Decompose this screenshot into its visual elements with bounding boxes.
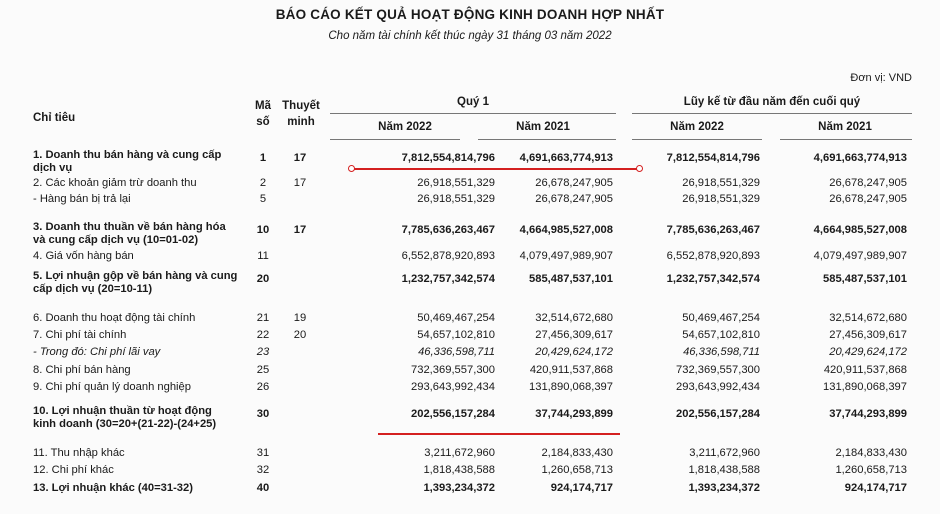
row-label-line1: 13. Lợi nhuận khác (40=31-32): [33, 482, 193, 494]
row-label-line1: 1. Doanh thu bán hàng và cung cấp: [33, 149, 222, 161]
row-label: [33, 346, 248, 359]
row-value-q2021: 585,487,537,101: [529, 273, 613, 285]
row-value-lk2021: 1,260,658,713: [835, 464, 907, 476]
row-value-q2022: 3,211,672,960: [424, 447, 495, 459]
row-thuyet-minh: 17: [293, 224, 307, 236]
row-value-lk2022: 6,552,878,920,893: [666, 250, 760, 262]
row-value-q2022: 6,552,878,920,893: [401, 250, 495, 262]
row-value-q2022: 7,785,636,263,467: [401, 224, 495, 236]
highlight-dot-left: [348, 165, 355, 172]
row-value-q2022: 26,918,551,329: [417, 177, 495, 189]
header-ma-so-line2: số: [256, 116, 270, 128]
row-value-q2022: 202,556,157,284: [411, 408, 495, 420]
row-label: [33, 364, 248, 377]
row-value-q2022: 7,812,554,814,796: [401, 152, 495, 164]
row-ma-so: 31: [256, 447, 270, 459]
header-q-nam2021: Năm 2021: [516, 121, 570, 133]
row-ma-so: 26: [256, 381, 270, 393]
row-label-line1: 8. Chi phí bán hàng: [33, 364, 131, 376]
row-label-line1: 4. Giá vốn hàng bán: [33, 250, 134, 262]
row-value-q2022: 1,393,234,372: [423, 482, 495, 494]
row-value-lk2022: 26,918,551,329: [682, 177, 760, 189]
row-value-q2022: 26,918,551,329: [417, 193, 495, 205]
row-value-lk2021: 2,184,833,430: [835, 447, 907, 459]
header-underline-q2022: [330, 139, 460, 140]
row-label-line1: 9. Chi phí quản lý doanh nghiệp: [33, 381, 191, 393]
row-value-q2021: 27,456,309,617: [535, 329, 613, 341]
row-value-lk2022: 3,211,672,960: [689, 447, 760, 459]
row-label-line2: và cung cấp dịch vụ (10=01-02): [33, 234, 199, 246]
row-value-q2022: 293,643,992,434: [411, 381, 495, 393]
row-label: [33, 193, 248, 206]
row-label-line1: 5. Lợi nhuận gộp về bán hàng và cung: [33, 270, 238, 282]
row-thuyet-minh: 17: [293, 177, 307, 189]
row-label: [33, 177, 248, 190]
row-label-line1: 10. Lợi nhuận thuần từ hoạt động: [33, 405, 212, 417]
row-value-lk2021: 924,174,717: [844, 482, 907, 494]
row-value-lk2022: 26,918,551,329: [682, 193, 760, 205]
row-value-lk2022: 293,643,992,434: [676, 381, 760, 393]
row-label: [33, 149, 248, 175]
header-lk-nam2022: Năm 2022: [670, 121, 724, 133]
row-ma-so: 10: [256, 224, 270, 236]
header-q-nam2022: Năm 2022: [378, 121, 432, 133]
row-value-q2021: 1,260,658,713: [541, 464, 613, 476]
row-value-q2022: 46,336,598,711: [418, 346, 495, 358]
highlight-dot-right: [636, 165, 643, 172]
row-value-lk2021: 4,079,497,989,907: [813, 250, 907, 262]
row-ma-so: 20: [256, 273, 270, 285]
row-value-q2022: 1,818,438,588: [423, 464, 495, 476]
row-value-q2022: 732,369,557,300: [411, 364, 495, 376]
header-thuyet-minh-line1: Thuyết: [282, 100, 320, 112]
row-value-q2021: 4,691,663,774,913: [519, 152, 613, 164]
row-value-lk2021: 20,429,624,172: [829, 346, 907, 358]
row-value-lk2022: 46,336,598,711: [683, 346, 760, 358]
report-title: BÁO CÁO KẾT QUẢ HOẠT ĐỘNG KINH DOANH HỢP NHẤT: [275, 7, 665, 22]
row-ma-so: 1: [259, 152, 267, 164]
row-value-q2021: 26,678,247,905: [535, 193, 613, 205]
row-value-lk2022: 202,556,157,284: [676, 408, 760, 420]
row-label-line1: 3. Doanh thu thuần về bán hàng hóa: [33, 221, 226, 233]
row-value-lk2021: 420,911,537,868: [823, 364, 907, 376]
row-value-lk2022: 7,812,554,814,796: [666, 152, 760, 164]
row-value-q2021: 20,429,624,172: [535, 346, 613, 358]
row-label-line1: 6. Doanh thu hoạt động tài chính: [33, 312, 196, 324]
row-value-q2021: 26,678,247,905: [535, 177, 613, 189]
row-ma-so: 22: [256, 329, 270, 341]
header-underline-q2021: [478, 139, 616, 140]
row-ma-so: 30: [256, 408, 270, 420]
row-value-q2022: 1,232,757,342,574: [401, 273, 495, 285]
row-value-lk2021: 585,487,537,101: [823, 273, 907, 285]
row-value-lk2021: 26,678,247,905: [829, 193, 907, 205]
header-quy1: Quý 1: [457, 96, 489, 108]
row-label: [33, 270, 248, 296]
row-label: [33, 447, 248, 460]
report-subtitle: Cho năm tài chính kết thúc ngày 31 tháng 03 năm 2022: [328, 30, 612, 42]
row-value-lk2021: 26,678,247,905: [829, 177, 907, 189]
row-label-line1: 2. Các khoản giảm trừ doanh thu: [33, 177, 197, 189]
row-value-lk2021: 4,691,663,774,913: [813, 152, 907, 164]
row-value-lk2022: 7,785,636,263,467: [666, 224, 760, 236]
row-thuyet-minh: 19: [293, 312, 307, 324]
row-label: [33, 312, 248, 325]
highlight-underline-profit: [378, 433, 620, 435]
row-label: [33, 221, 248, 247]
header-ma-so-line1: Mã: [255, 100, 271, 112]
header-underline-lk2022: [632, 139, 762, 140]
row-thuyet-minh: 20: [293, 329, 307, 341]
header-underline-lk2021: [780, 139, 912, 140]
row-value-lk2022: 1,393,234,372: [688, 482, 760, 494]
row-value-q2021: 37,744,293,899: [535, 408, 613, 420]
row-ma-so: 23: [256, 346, 270, 358]
row-label: [33, 482, 248, 495]
row-thuyet-minh: 17: [293, 152, 307, 164]
row-label-line2: kinh doanh (30=20+(21-22)-(24+25): [33, 418, 217, 430]
header-thuyet-minh-line2: minh: [287, 116, 315, 128]
header-luy-ke: Lũy kế từ đầu năm đến cuối quý: [683, 96, 861, 108]
row-value-lk2022: 1,818,438,588: [688, 464, 760, 476]
row-label: [33, 405, 248, 431]
row-ma-so: 11: [257, 250, 269, 262]
row-value-lk2021: 4,664,985,527,008: [813, 224, 907, 236]
row-ma-so: 32: [256, 464, 270, 476]
row-ma-so: 25: [256, 364, 270, 376]
row-value-q2021: 131,890,068,397: [529, 381, 613, 393]
row-label-line1: 11. Thu nhập khác: [33, 447, 125, 459]
currency-unit: Đơn vị: VND: [850, 72, 912, 84]
row-value-lk2022: 732,369,557,300: [676, 364, 760, 376]
header-divider-quy1: [330, 113, 616, 114]
row-ma-so: 5: [259, 193, 267, 205]
row-value-lk2021: 32,514,672,680: [829, 312, 907, 324]
row-label: [33, 381, 248, 394]
row-label: [33, 329, 248, 342]
highlight-underline-revenue: [352, 168, 641, 170]
header-chi-tieu: Chỉ tiêu: [33, 112, 76, 124]
row-ma-so: 40: [256, 482, 270, 494]
row-value-lk2022: 54,657,102,810: [682, 329, 760, 341]
row-value-q2021: 32,514,672,680: [535, 312, 613, 324]
row-value-q2021: 924,174,717: [550, 482, 613, 494]
row-value-lk2022: 50,469,467,254: [682, 312, 760, 324]
row-value-q2021: 2,184,833,430: [541, 447, 613, 459]
row-label-line1: 7. Chi phí tài chính: [33, 329, 127, 341]
row-value-lk2022: 1,232,757,342,574: [666, 273, 760, 285]
row-value-q2021: 4,664,985,527,008: [519, 224, 613, 236]
header-lk-nam2021: Năm 2021: [818, 121, 872, 133]
row-value-lk2021: 131,890,068,397: [823, 381, 907, 393]
row-label-line1: - Hàng bán bị trả lại: [33, 193, 131, 205]
row-label-line2: cấp dịch vụ (20=10-11): [33, 283, 153, 295]
row-label-line1: 12. Chi phí khác: [33, 464, 114, 476]
row-label-line2: dịch vụ: [33, 162, 73, 174]
row-ma-so: 2: [259, 177, 267, 189]
row-label-line1: - Trong đó: Chi phí lãi vay: [33, 346, 161, 358]
row-value-q2022: 54,657,102,810: [417, 329, 495, 341]
header-divider-luy-ke: [632, 113, 912, 114]
row-value-lk2021: 37,744,293,899: [829, 408, 907, 420]
row-label: [33, 250, 248, 263]
row-ma-so: 21: [256, 312, 270, 324]
row-label: [33, 464, 248, 477]
row-value-q2021: 4,079,497,989,907: [519, 250, 613, 262]
row-value-lk2021: 27,456,309,617: [829, 329, 907, 341]
row-value-q2022: 50,469,467,254: [417, 312, 495, 324]
row-value-q2021: 420,911,537,868: [529, 364, 613, 376]
